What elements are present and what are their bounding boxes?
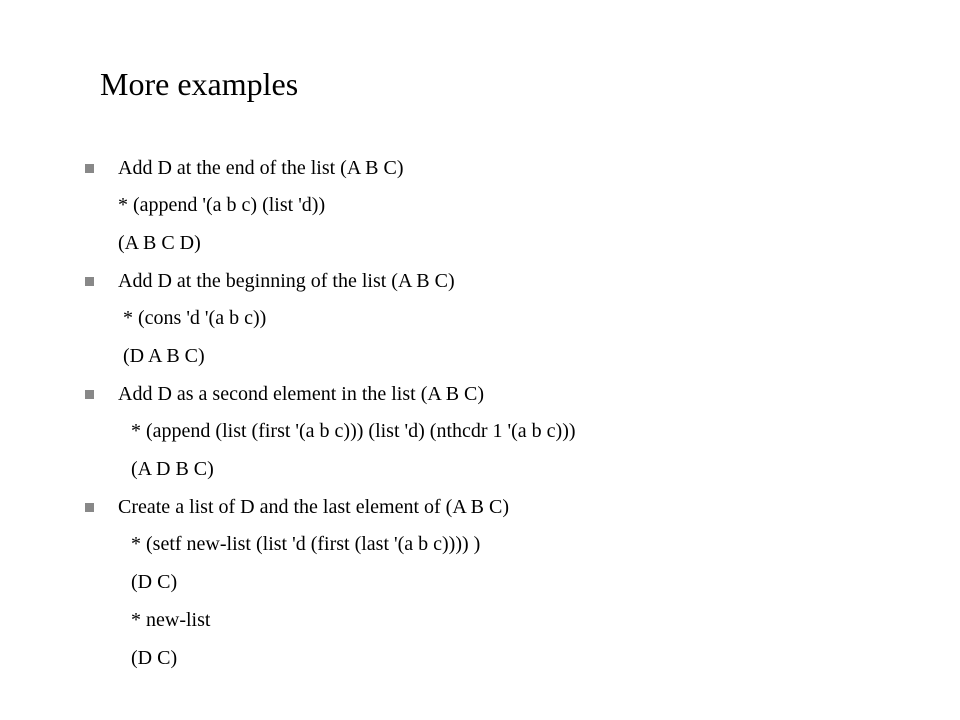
result-line: (D C) bbox=[131, 571, 178, 593]
bullet-icon bbox=[85, 503, 94, 512]
code-line: * (cons 'd '(a b c)) bbox=[123, 307, 267, 329]
code-line: * new-list bbox=[131, 609, 211, 631]
code-line: * (append '(a b c) (list 'd)) bbox=[118, 194, 326, 216]
slide-title: More examples bbox=[100, 66, 299, 102]
result-line: (A B C D) bbox=[118, 232, 201, 254]
code-line: * (setf new-list (list 'd (first (last '(a b c)))) ) bbox=[131, 533, 481, 555]
result-line: (A D B C) bbox=[131, 458, 214, 480]
result-line: (D C) bbox=[131, 647, 178, 669]
item-heading: Add D at the beginning of the list (A B C) bbox=[118, 270, 455, 292]
code-line: * (append (list (first '(a b c))) (list 'd) (nthcdr 1 '(a b c))) bbox=[131, 420, 576, 442]
result-line: (D A B C) bbox=[123, 345, 205, 367]
bullet-icon bbox=[85, 390, 94, 399]
bullet-icon bbox=[85, 277, 94, 286]
item-heading: Add D at the end of the list (A B C) bbox=[118, 157, 404, 179]
bullet-icon bbox=[85, 164, 94, 173]
item-heading: Create a list of D and the last element of (A B C) bbox=[118, 496, 510, 518]
item-heading: Add D as a second element in the list (A B C) bbox=[118, 383, 485, 405]
